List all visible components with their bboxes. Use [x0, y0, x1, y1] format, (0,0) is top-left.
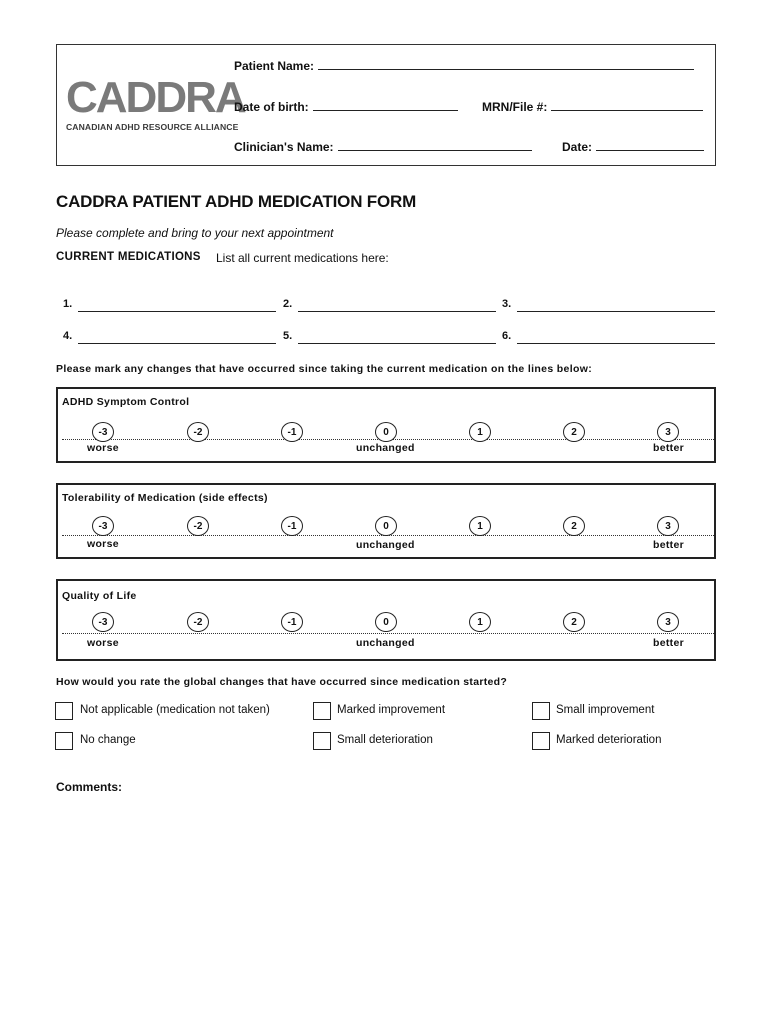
checkbox-no-change[interactable]: [55, 732, 73, 750]
scale-line: [62, 633, 714, 634]
rating-instruction: Please mark any changes that have occurred since taking the current medication on the lines below:: [56, 363, 593, 375]
scale-option-1[interactable]: 1: [469, 612, 491, 632]
patient-name-label: Patient Name:: [234, 59, 315, 73]
scale-low-label: worse: [87, 637, 119, 649]
medication-number: 5.: [283, 330, 293, 342]
medication-line-6[interactable]: [517, 343, 715, 344]
dob-label: Date of birth:: [234, 100, 309, 114]
scale-option-0[interactable]: 0: [375, 612, 397, 632]
scale-option-neg3[interactable]: -3: [92, 516, 114, 536]
scale-option-neg3[interactable]: -3: [92, 422, 114, 442]
scale-option-neg1[interactable]: -1: [281, 516, 303, 536]
mrn-line[interactable]: [551, 100, 703, 111]
scale-option-neg2[interactable]: -2: [187, 422, 209, 442]
scale-option-neg1[interactable]: -1: [281, 612, 303, 632]
scale-option-neg2[interactable]: -2: [187, 516, 209, 536]
logo-wordmark: CADDRA: [66, 73, 245, 122]
scale-option-neg3[interactable]: -3: [92, 612, 114, 632]
medication-number: 4.: [63, 330, 73, 342]
scale-option-1[interactable]: 1: [469, 516, 491, 536]
current-medications-hint: List all current medications here:: [216, 251, 389, 265]
clinician-field[interactable]: [234, 140, 532, 154]
clinician-label: Clinician's Name:: [234, 140, 334, 154]
scale-option-3[interactable]: 3: [657, 612, 679, 632]
comments-label: Comments:: [56, 780, 123, 794]
clinician-line[interactable]: [338, 140, 532, 151]
scale-high-label: better: [653, 539, 684, 551]
medication-line-1[interactable]: [78, 311, 276, 312]
checkbox-not-applicable[interactable]: [55, 702, 73, 720]
date-line[interactable]: [596, 140, 704, 151]
scale-option-2[interactable]: 2: [563, 516, 585, 536]
scale-high-label: better: [653, 637, 684, 649]
scale-low-label: worse: [87, 538, 119, 550]
scale-option-3[interactable]: 3: [657, 516, 679, 536]
logo-subtitle: CANADIAN ADHD RESOURCE ALLIANCE: [66, 122, 239, 132]
mrn-field[interactable]: [482, 100, 703, 114]
scale-option-1[interactable]: 1: [469, 422, 491, 442]
adhd-symptom-control-scale: [56, 387, 716, 463]
medication-number: 2.: [283, 298, 293, 310]
medication-number: 3.: [502, 298, 512, 310]
scale-title: Quality of Life: [62, 590, 137, 602]
date-field[interactable]: [562, 140, 704, 154]
scale-mid-label: unchanged: [356, 637, 415, 649]
scale-mid-label: unchanged: [356, 539, 415, 551]
checkbox-label: Not applicable (medication not taken): [80, 704, 270, 716]
form-instruction: Please complete and bring to your next appointment: [56, 226, 334, 240]
medication-number: 6.: [502, 330, 512, 342]
dob-field[interactable]: [234, 100, 458, 114]
tolerability-scale: [56, 483, 716, 559]
checkbox-label: Marked improvement: [337, 704, 446, 716]
checkbox-marked-improvement[interactable]: [313, 702, 331, 720]
checkbox-marked-deterioration[interactable]: [532, 732, 550, 750]
medication-line-4[interactable]: [78, 343, 276, 344]
patient-name-line[interactable]: [318, 59, 694, 70]
caddra-logo: [66, 73, 245, 138]
scale-option-0[interactable]: 0: [375, 422, 397, 442]
quality-of-life-scale: [56, 579, 716, 661]
form-title: CADDRA PATIENT ADHD MEDICATION FORM: [56, 192, 417, 211]
checkbox-small-improvement[interactable]: [532, 702, 550, 720]
scale-high-label: better: [653, 442, 684, 454]
scale-option-neg1[interactable]: -1: [281, 422, 303, 442]
global-change-question: How would you rate the global changes that have occurred since medication started?: [56, 676, 508, 688]
patient-name-field[interactable]: [234, 59, 694, 73]
scale-title: Tolerability of Medication (side effects): [62, 492, 268, 504]
scale-title: ADHD Symptom Control: [62, 396, 190, 408]
date-label: Date:: [562, 140, 593, 154]
scale-option-2[interactable]: 2: [563, 612, 585, 632]
medication-line-2[interactable]: [298, 311, 496, 312]
mrn-label: MRN/File #:: [482, 100, 548, 114]
medication-line-5[interactable]: [298, 343, 496, 344]
checkbox-label: Small improvement: [556, 704, 655, 716]
scale-option-neg2[interactable]: -2: [187, 612, 209, 632]
checkbox-label: No change: [80, 734, 136, 746]
scale-option-2[interactable]: 2: [563, 422, 585, 442]
scale-low-label: worse: [87, 442, 119, 454]
scale-mid-label: unchanged: [356, 442, 415, 454]
medication-line-3[interactable]: [517, 311, 715, 312]
medication-number: 1.: [63, 298, 73, 310]
current-medications-label: CURRENT MEDICATIONS: [56, 251, 201, 263]
scale-option-3[interactable]: 3: [657, 422, 679, 442]
scale-option-0[interactable]: 0: [375, 516, 397, 536]
checkbox-small-deterioration[interactable]: [313, 732, 331, 750]
checkbox-label: Marked deterioration: [556, 734, 662, 746]
checkbox-label: Small deterioration: [337, 734, 433, 746]
dob-line[interactable]: [313, 100, 458, 111]
